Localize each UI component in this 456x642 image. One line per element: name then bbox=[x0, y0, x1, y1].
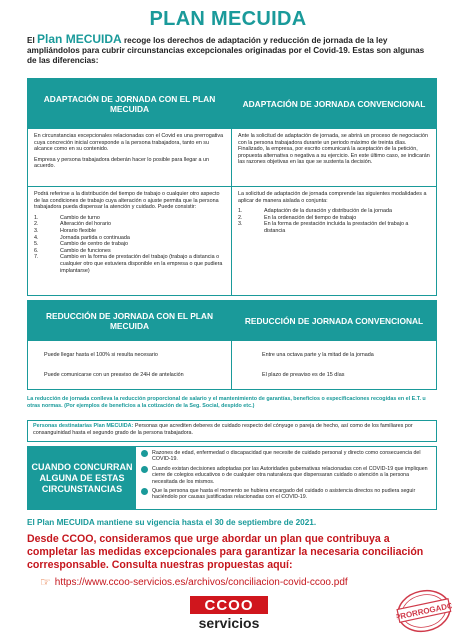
reduccion-mecuida-cell bbox=[28, 341, 232, 389]
list-item-text: En la ordenación del tiempo de trabajo bbox=[264, 214, 357, 221]
circunstancia-text: Cuando existan decisiones adoptadas por las Autoridades gubernativas relacionadas con el COVID-19 que impliquen cierre de colegios educativos o de cualquier otra naturaleza que dispensaran cuidado o atención a la persona necesitada de los mismos. bbox=[152, 465, 428, 485]
list-item-text: Adaptación de la duración y distribución de la jornada bbox=[264, 208, 392, 215]
bullet-icon bbox=[141, 466, 148, 473]
list-item-number: 3. bbox=[238, 221, 243, 228]
intro-highlight: Plan MECUIDA bbox=[37, 32, 122, 46]
adaptacion-convencional-p1: Ante la solicitud de adaptación de jornada, se abrirá un proceso de negociación con la persona trabajadora durante un periodo máximo de treinta días. Finalizado, la empresa, por escrito comunicará la aceptación de la petición, propuesta alternativa o negativa a su ejercicio. En este último caso, se indicarán las razones objetivas en las que se sustenta la decisión. bbox=[238, 133, 430, 166]
reduccion-note: La reducción de jornada conlleva la reducción proporcional de salario y el mantenimiento de garantías, beneficios o especificaciones recogidas en el E.T. u otras normas. (Por ejemplos de beneficios a la cotización de la Seg. Social, despido etc.) bbox=[27, 396, 426, 409]
reduccion-convencional-cell bbox=[232, 341, 436, 389]
personas-text: Personas que acrediten deberes de cuidado respecto del cónyuge o pareja de hecho, así como de los familiares por consanguinidad hasta el segundo grado de la persona trabajadora. bbox=[33, 423, 413, 436]
list-item bbox=[34, 248, 225, 255]
adaptacion-mecuida-p2: Empresa y persona trabajadora deberán hacer lo posible para llegar a un acuerdo. bbox=[34, 156, 210, 170]
ccoo-logo-bar bbox=[190, 596, 268, 614]
list-item bbox=[238, 208, 430, 215]
list-item-number: 7. bbox=[34, 254, 39, 261]
intro-prefix: El bbox=[27, 36, 38, 45]
adaptacion-mecuida-desc bbox=[28, 129, 232, 187]
circunstancia-item bbox=[141, 466, 431, 485]
ccoo-servicios-logo bbox=[190, 596, 268, 631]
propuestas-link[interactable] bbox=[40, 575, 420, 589]
list-item-number: 6. bbox=[34, 247, 39, 254]
vigencia-text: El Plan MECUIDA mantiene su vigencia hasta el 30 de septiembre de 2021. bbox=[27, 518, 317, 527]
list-item bbox=[34, 228, 225, 235]
list-item-text: Cambio de turno bbox=[60, 214, 100, 221]
bullet-icon bbox=[141, 450, 148, 457]
pointing-hand-icon: ☞ bbox=[40, 575, 51, 589]
list-item bbox=[34, 241, 225, 248]
list-item-number: 4. bbox=[34, 234, 39, 241]
list-item-number: 1. bbox=[34, 214, 39, 221]
list-item-text: Jornada partida o continuada bbox=[60, 234, 130, 241]
reduccion-header-mecuida: REDUCCIÓN DE JORNADA CON EL PLAN MECUIDA bbox=[28, 301, 232, 341]
circunstancia-text: Que la persona que hasta el momento se hubiera encargado del cuidado o asistencia directos no pudiera seguir haciéndolo por causas justificadas relacionadas con el COVID-19. bbox=[152, 488, 416, 501]
circunstancias-label: CUANDO CONCURRAN ALGUNA DE ESTAS CIRCUNSTANCIAS bbox=[28, 447, 136, 509]
list-item-number: 1. bbox=[238, 208, 243, 215]
list-item-text: Cambio en la forma de prestación del trabajo (trabajo a distancia o cualquier otro que estuviera disponible en la empresa o que pudiera implantarse) bbox=[60, 254, 223, 274]
list-item bbox=[34, 254, 225, 274]
circunstancia-item bbox=[141, 488, 431, 501]
list-item-text: Cambio de funciones bbox=[60, 247, 111, 254]
list-item-number: 2. bbox=[34, 221, 39, 228]
personas-box bbox=[27, 420, 437, 442]
list-item bbox=[34, 235, 225, 242]
adaptacion-table bbox=[27, 78, 437, 296]
prorrogado-stamp-icon bbox=[392, 583, 456, 640]
reduccion-convencional-1: Entre una octava parte y la mitad de la jornada bbox=[262, 351, 374, 358]
reduccion-convencional-2: El plazo de preaviso es de 15 días bbox=[262, 371, 345, 378]
circunstancia-text: Razones de edad, enfermedad o discapacidad que necesite de cuidado personal y directo como consecuencia del COVID-19. bbox=[152, 450, 421, 463]
personas-label: Personas destinatarias Plan MECUIDA: bbox=[33, 423, 134, 429]
intro-paragraph bbox=[27, 34, 432, 66]
page-title: PLAN MECUIDA bbox=[149, 8, 307, 30]
circunstancias-list bbox=[136, 447, 436, 509]
adaptacion-header-convencional: ADAPTACIÓN DE JORNADA CONVENCIONAL bbox=[232, 79, 436, 129]
list-item-text: Alteración del horario bbox=[60, 221, 111, 228]
adaptacion-mecuida-list-intro: Podrá referirse a la distribución del tiempo de trabajo o cualquier otro aspecto de las condiciones de trabajo cuya alteración o ajuste permita que la persona trabajadora pueda dispensar la atención y cuidado. Puede consistir: bbox=[34, 191, 220, 211]
stamp-text: PRORROGADO bbox=[394, 600, 454, 623]
ccoo-logo-text: CCOO bbox=[204, 596, 254, 614]
adaptacion-convencional-desc bbox=[232, 129, 436, 187]
adaptacion-mecuida-p1: En circunstancias excepcionales relacionadas con el Covid es una prerrogativa cuya concreción inicial corresponde a la persona trabajadora, tanto en su alcance como en su contenido. bbox=[34, 133, 224, 153]
propuestas-url[interactable]: https://www.ccoo-servicios.es/archivos/conciliacion-covid-ccoo.pdf bbox=[54, 576, 348, 588]
intro-text: recoge los derechos de adaptación y reducción de jornada de la ley ampliándolos para cubrir circunstancias excepcionales originadas por el Covid-19. Estas son algunas de las diferencias: bbox=[27, 36, 425, 65]
list-item-number: 3. bbox=[34, 227, 39, 234]
list-item bbox=[238, 215, 430, 222]
bullet-icon bbox=[141, 488, 148, 495]
adaptacion-mecuida-list-cell bbox=[28, 187, 232, 295]
reduccion-mecuida-2: Puede comunicarse con un preaviso de 24H de antelación bbox=[44, 371, 184, 378]
list-item bbox=[238, 221, 430, 234]
circunstancias-box bbox=[27, 446, 437, 510]
reduccion-table bbox=[27, 300, 437, 390]
circunstancia-item bbox=[141, 450, 431, 463]
list-item bbox=[34, 215, 225, 222]
ccoo-message: Desde CCOO, consideramos que urge abordar un plan que contribuya a completar las medidas excepcionales para garantizar la necesaria conciliación corresponsable. Consulta nuestras propuestas aquí: bbox=[27, 533, 424, 571]
reduccion-header-convencional: REDUCCIÓN DE JORNADA CONVENCIONAL bbox=[232, 301, 436, 341]
list-item-text: Cambio de centro de trabajo bbox=[60, 241, 129, 248]
adaptacion-header-mecuida: ADAPTACIÓN DE JORNADA CON EL PLAN MECUIDA bbox=[28, 79, 232, 129]
list-item bbox=[34, 221, 225, 228]
reduccion-mecuida-1: Puede llegar hasta el 100% si resulta necesario bbox=[44, 351, 158, 358]
adaptacion-mecuida-list bbox=[34, 215, 225, 274]
adaptacion-convencional-list bbox=[238, 208, 430, 234]
list-item-number: 5. bbox=[34, 241, 39, 248]
adaptacion-convencional-list-cell bbox=[232, 187, 436, 295]
list-item-number: 2. bbox=[238, 214, 243, 221]
ccoo-logo-sub: servicios bbox=[198, 615, 260, 631]
list-item-text: Horario flexible bbox=[60, 227, 96, 234]
adaptacion-convencional-list-intro: La solicitud de adaptación de jornada comprende las siguientes modalidades a aplicar de manera aislada o conjunta: bbox=[238, 191, 427, 204]
list-item-text: En la forma de prestación incluida la prestación del trabajo a distancia bbox=[264, 221, 409, 234]
